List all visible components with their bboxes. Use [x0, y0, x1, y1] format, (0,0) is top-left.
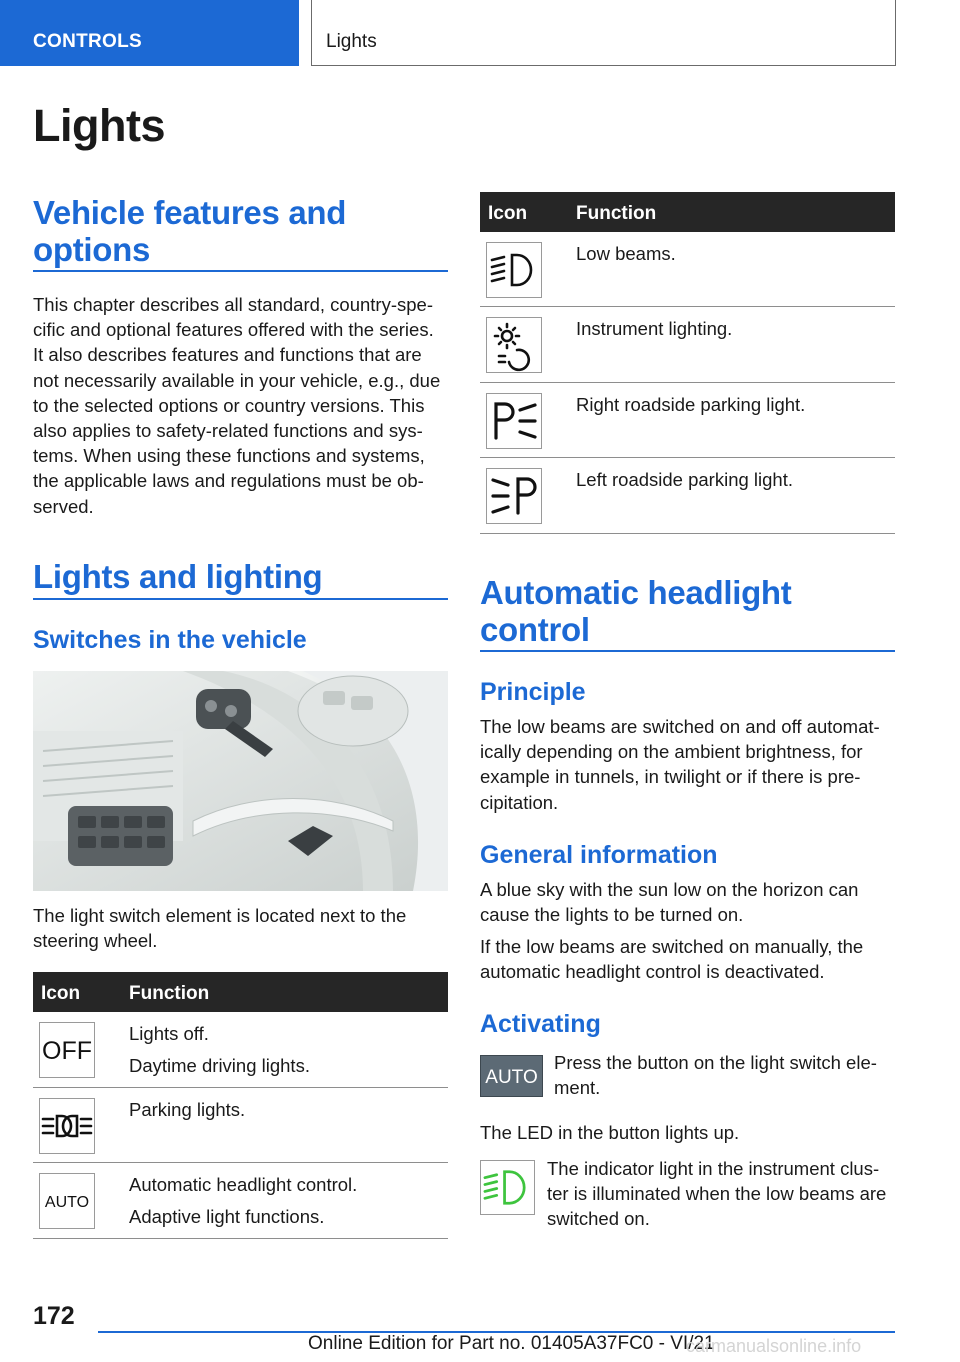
right-icon-table: [480, 192, 895, 534]
heading-activating: Activating: [480, 1010, 601, 1038]
svg-text:AUTO: AUTO: [44, 1194, 90, 1211]
col-function-header: Function: [576, 203, 657, 224]
table-row: AUTO Automatic headlight control. Adaptive light functions.: [33, 1163, 448, 1239]
table-row: Instrument lighting.: [480, 307, 895, 383]
footer-edition: Online Edition for Part no. 01405A37FC0 - VI/21: [308, 1333, 715, 1354]
auto-button-icon: [480, 1055, 543, 1097]
table-header: [480, 192, 895, 232]
heading-rule: [480, 650, 895, 652]
heading-principle: Principle: [480, 678, 586, 706]
general-body-2: If the low beams are switched on manually, the automatic headlight control is deactivated.: [480, 936, 864, 983]
table-row: Low beams.: [480, 232, 895, 307]
section-label: CONTROLS: [33, 31, 143, 52]
page-number: 172: [33, 1302, 75, 1330]
table-row: Right roadside parking light.: [480, 383, 895, 458]
table-row: OFF Lights off. Daytime driving lights.: [33, 1012, 448, 1088]
section-tab: [0, 0, 299, 66]
heading-automatic-headlight-control: Automatic headlight control: [480, 574, 792, 648]
heading-vehicle-features: Vehicle features and options: [33, 194, 347, 268]
heading-lights-and-lighting: Lights and lighting: [33, 558, 323, 595]
topic-label: Lights: [326, 31, 377, 52]
col-icon-header: Icon: [41, 983, 81, 1004]
activating-indicator-text: The indicator light in the instrument clus- ter is illuminated when the low beams are switched on.: [547, 1158, 887, 1230]
watermark: carmanualsonline.info: [686, 1336, 862, 1356]
heading-rule: [33, 598, 448, 600]
principle-body: The low beams are switched on and off automat- ically depending on the ambient brightness, for example in tunnels, in twilight or if there is pre- cipitation.: [480, 716, 880, 813]
off-icon: [39, 1022, 95, 1078]
vehicle-features-body: This chapter describes all standard, country-spe- cific and optional features offered with the series. It also describes features and functions that are not necessarily available in your vehicle, e.g., due to the selected options or country versions. This also applies to safety-related functions and sys- tems. When using these functions and systems, the applicable laws and regulations must be ob- served.: [33, 294, 441, 517]
table-row: Left roadside parking light.: [480, 458, 895, 534]
table-header: [33, 972, 448, 1012]
low-beams-indicator-icon: [480, 1160, 535, 1215]
table-row: Parking lights.: [33, 1088, 448, 1163]
parking-lights-icon: [39, 1098, 95, 1154]
heading-switches: Switches in the vehicle: [33, 626, 307, 654]
col-icon-header: Icon: [488, 203, 528, 224]
page-title: Lights: [33, 100, 165, 151]
activating-led-text: The LED in the button lights up.: [480, 1122, 740, 1143]
left-parking-light-icon: [486, 468, 542, 524]
heading-general-information: General information: [480, 841, 718, 869]
auto-icon: [39, 1173, 95, 1229]
left-icon-table: [33, 972, 448, 1239]
activating-press-text: Press the button on the light switch ele- ment.: [554, 1052, 877, 1099]
heading-rule: [33, 270, 448, 272]
right-parking-light-icon: [486, 393, 542, 449]
col-function-header: Function: [129, 983, 210, 1004]
instrument-lighting-icon: [486, 317, 542, 373]
svg-text:OFF: OFF: [42, 1037, 92, 1065]
general-body-1: A blue sky with the sun low on the horizon can cause the lights to be turned on.: [480, 879, 859, 926]
switch-caption: The light switch element is located next to the steering wheel.: [33, 905, 407, 952]
low-beams-icon: [486, 242, 542, 298]
light-switch-illustration: [33, 671, 448, 891]
topic-tab: [311, 0, 896, 66]
svg-text:AUTO: AUTO: [485, 1067, 538, 1088]
